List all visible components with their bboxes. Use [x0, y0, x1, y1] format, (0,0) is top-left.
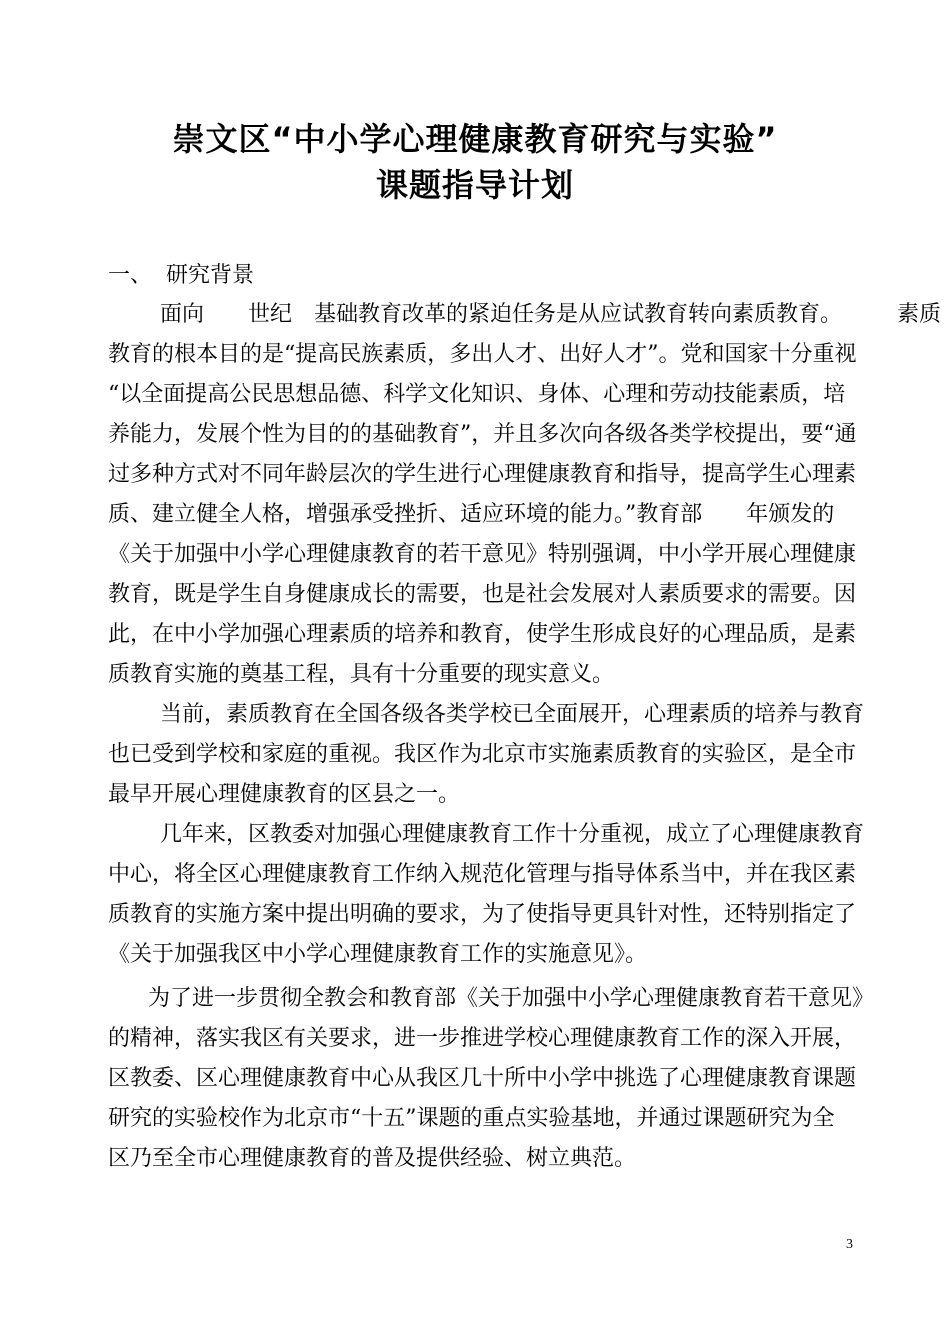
paragraph-1-line-7: 《关于加强中小学心理健康教育的若干意见》特别强调，中小学开展心理健康 [108, 542, 857, 567]
paragraph-1-line-1: 面向 世纪 基础教育改革的紧迫任务是从应试教育转向素质教育。 素质 [160, 302, 942, 327]
paragraph-4-line-2: 的精神，落实我区有关要求，进一步推进学校心理健康教育工作的深入开展， [108, 1026, 857, 1051]
paragraph-1-line-2: 教育的根本目的是“提高民族素质，多出人才、出好人才”。党和国家十分重视 [108, 342, 857, 367]
document-title-line-2: 课题指导计划 [375, 166, 574, 204]
paragraph-4-line-5: 区乃至全市心理健康教育的普及提供经验、树立典范。 [108, 1146, 637, 1171]
paragraph-1-line-6: 质、建立健全人格，增强承受挫折、适应环境的能力。”教育部 年颁发的 [108, 502, 835, 527]
page-number: 3 [846, 1237, 853, 1252]
paragraph-4-line-3: 区教委、区心理健康教育中心从我区几十所中小学中挑选了心理健康教育课题 [108, 1066, 857, 1091]
paragraph-4-line-4: 研究的实验校作为北京市“十五”课题的重点实验基地，并通过课题研究为全 [108, 1106, 835, 1131]
paragraph-1-line-4: 养能力，发展个性为目的的基础教育”，并且多次向各级各类学校提出，要“通 [108, 422, 857, 447]
paragraph-2-line-3: 最早开展心理健康教育的区县之一。 [108, 782, 461, 807]
document-title-line-1: 崇文区“中小学心理健康教育研究与实验” [172, 120, 778, 158]
paragraph-1-line-8: 教育，既是学生自身健康成长的需要，也是社会发展对人素质要求的需要。因 [108, 582, 857, 607]
paragraph-2-line-1: 当前，素质教育在全国各级各类学校已全面展开，心理素质的培养与教育 [160, 702, 865, 727]
paragraph-2-line-2: 也已受到学校和家庭的重视。我区作为北京市实施素质教育的实验区，是全市 [108, 742, 857, 767]
section-number: 一、 [108, 263, 153, 288]
paragraph-3-line-1: 几年来，区教委对加强心理健康教育工作十分重视，成立了心理健康教育 [160, 822, 865, 847]
paragraph-3-line-4: 《关于加强我区中小学心理健康教育工作的实施意见》。 [108, 942, 648, 967]
paragraph-1-line-9: 此，在中小学加强心理素质的培养和教育，使学生形成良好的心理品质，是素 [108, 622, 857, 647]
paragraph-3-line-2: 中心，将全区心理健康教育工作纳入规范化管理与指导体系当中，并在我区素 [108, 862, 857, 887]
paragraph-1-line-3: “以全面提高公民思想品德、科学文化知识、身体、心理和劳动技能素质，培 [108, 382, 846, 407]
section-heading [108, 258, 254, 289]
section-title: 研究背景 [166, 263, 255, 288]
paragraph-3-line-3: 质教育的实施方案中提出明确的要求，为了使指导更具针对性，还特别指定了 [108, 902, 857, 927]
paragraph-4-line-1: 为了进一步贯彻全教会和教育部《关于加强中小学心理健康教育若干意见》 [148, 986, 875, 1011]
paragraph-1-line-10: 质教育实施的奠基工程，具有十分重要的现实意义。 [108, 662, 615, 687]
paragraph-1-line-5: 过多种方式对不同年龄层次的学生进行心理健康教育和指导，提高学生心理素 [108, 462, 857, 487]
